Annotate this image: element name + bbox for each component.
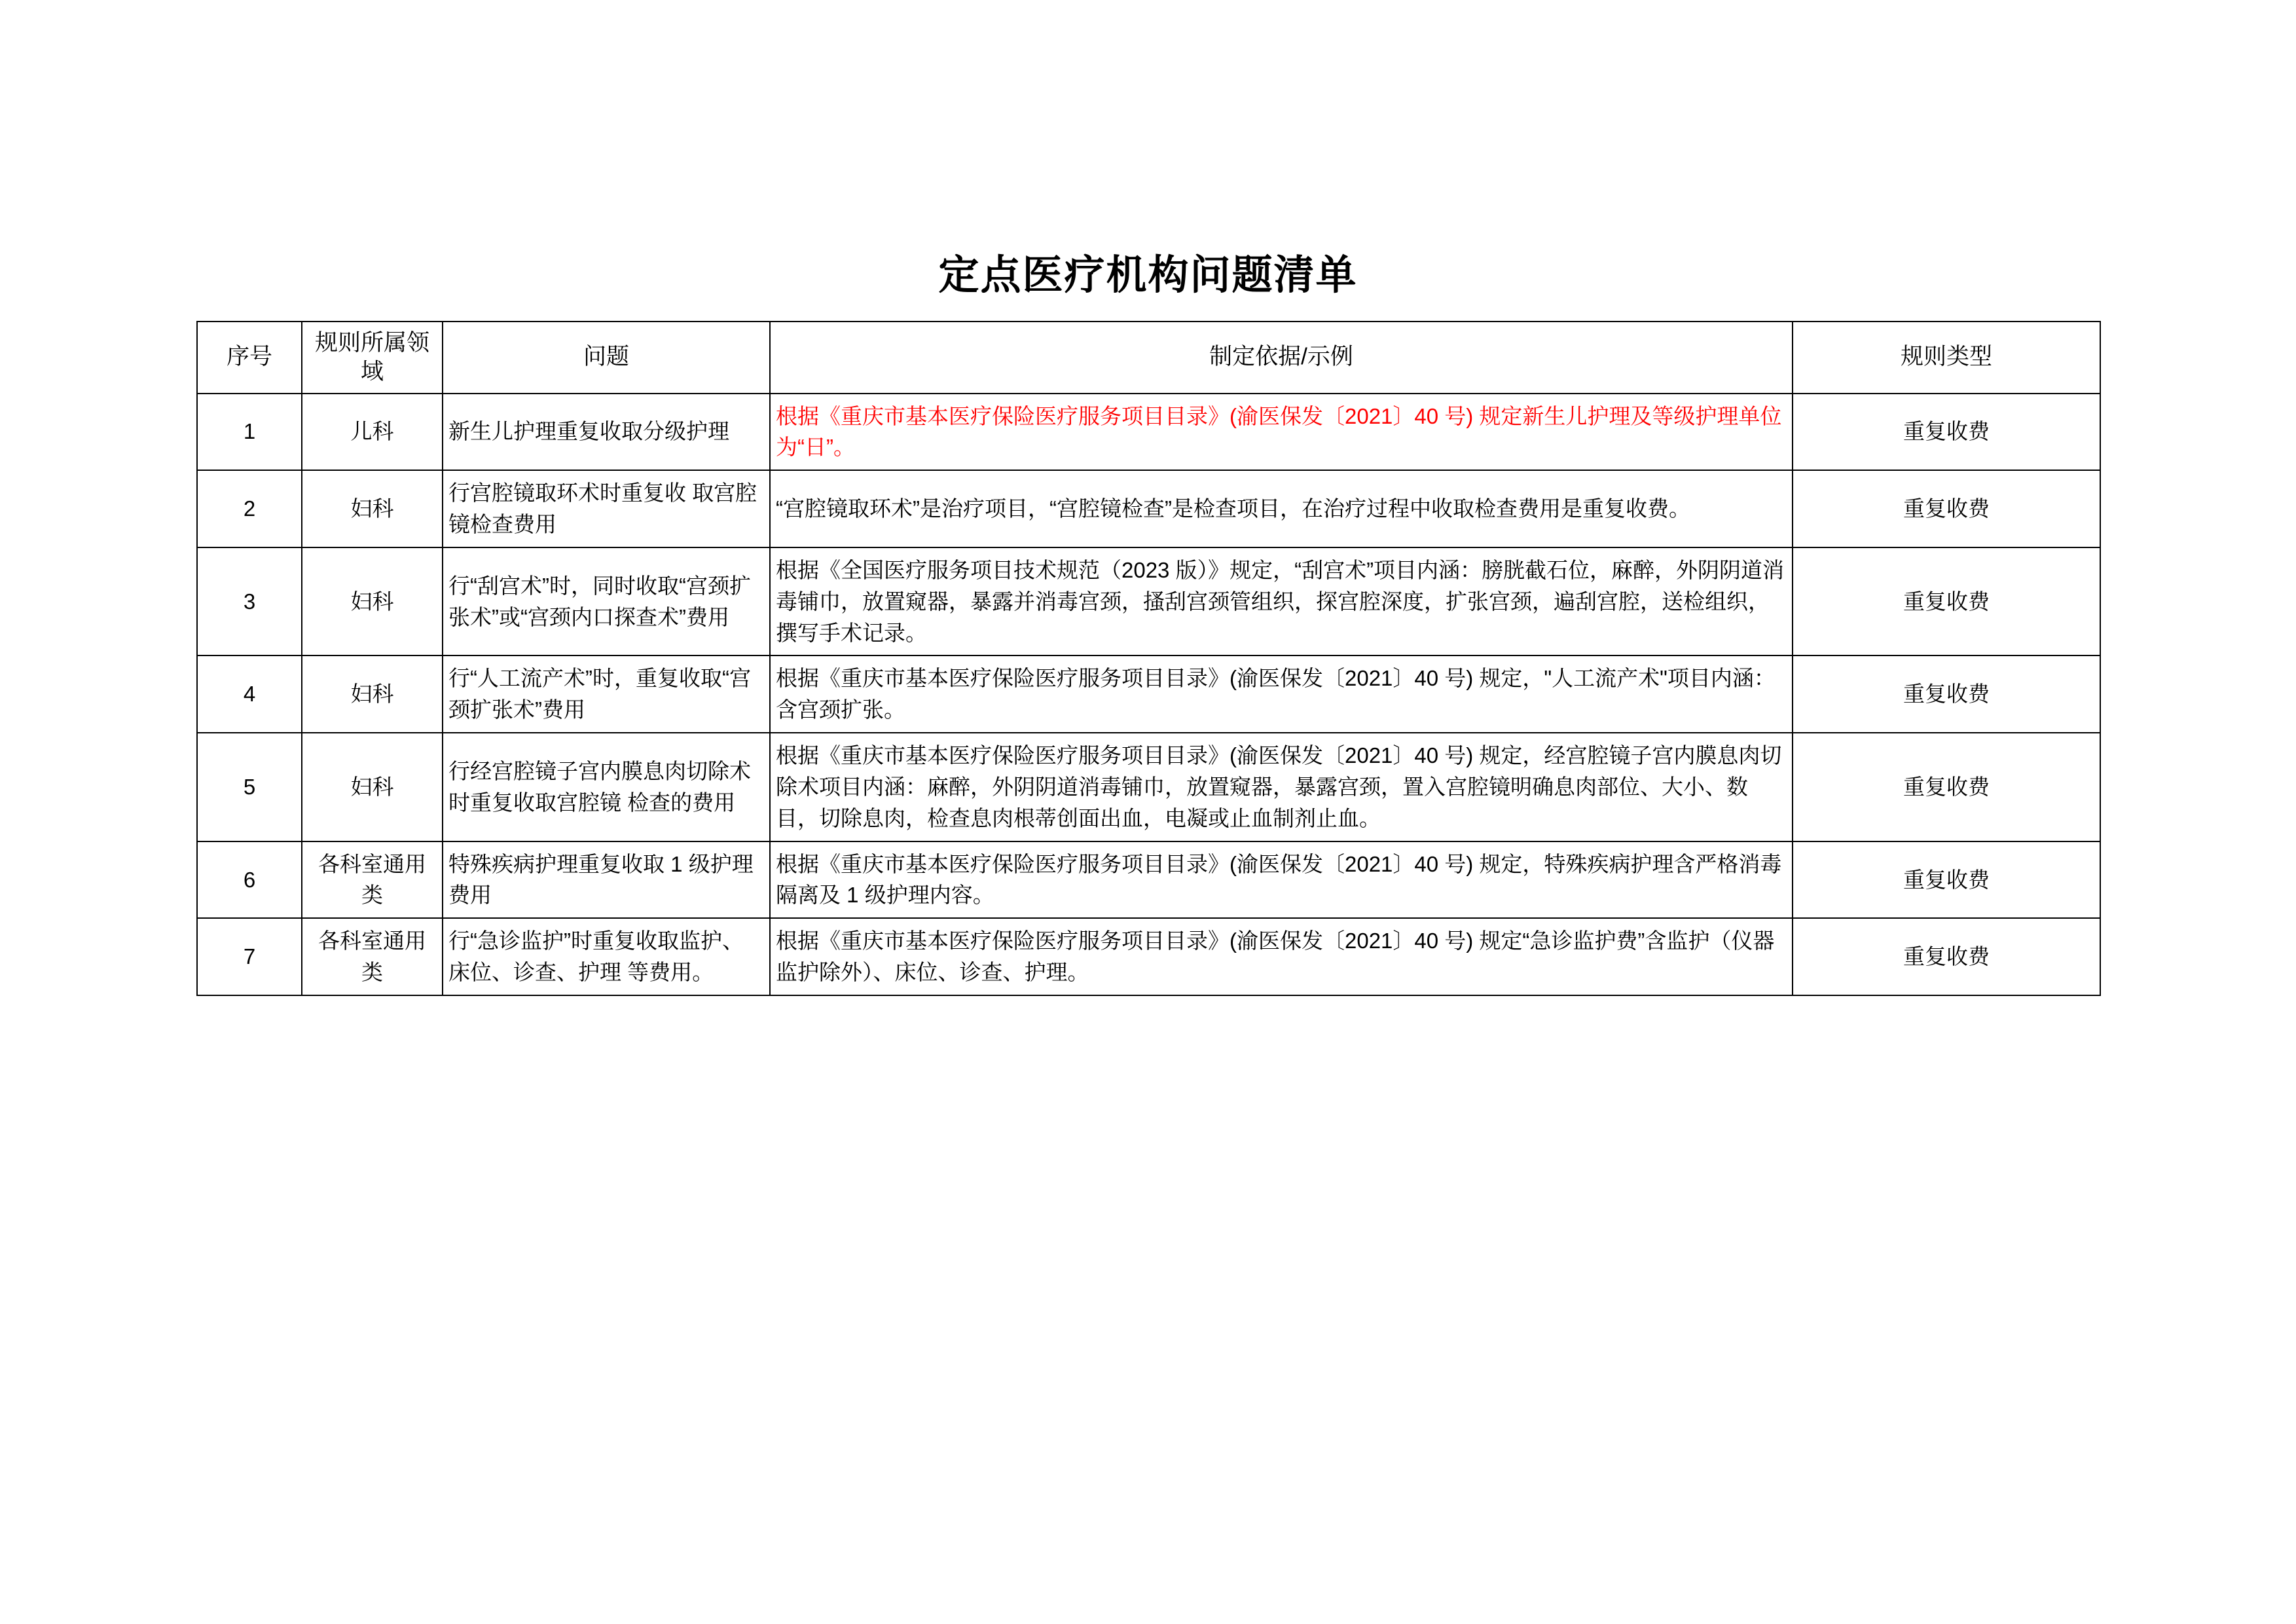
row-basis: “宫腔镜取环术”是治疗项目，“宫腔镜检查”是检查项目，在治疗过程中收取检查费用是重复收费。 [770, 470, 1793, 547]
table-row [197, 547, 2100, 656]
row-no: 5 [197, 733, 302, 841]
row-problem: 新生儿护理重复收取分级护理 [443, 394, 770, 471]
row-problem: 行经宫腔镜子宫内膜息肉切除术时重复收取宫腔镜 检查的费用 [443, 733, 770, 841]
row-domain: 妇科 [302, 547, 443, 656]
problem-list-table-container [196, 321, 2100, 996]
row-basis: 根据《重庆市基本医疗保险医疗服务项目目录》(渝医保发〔2021〕40 号) 规定，特殊疾病护理含严格消毒隔离及 1 级护理内容。 [770, 841, 1793, 919]
row-no: 3 [197, 547, 302, 656]
row-type: 重复收费 [1793, 918, 2100, 995]
column-header-basis: 制定依据/示例 [770, 322, 1793, 394]
row-problem: 行“急诊监护”时重复收取监护、床位、诊查、护理 等费用。 [443, 918, 770, 995]
table-row [197, 394, 2100, 471]
row-basis: 根据《重庆市基本医疗保险医疗服务项目目录》(渝医保发〔2021〕40 号) 规定，"人工流产术"项目内涵：含宫颈扩张。 [770, 655, 1793, 733]
row-domain: 各科室通用类 [302, 841, 443, 919]
table-header-row [197, 322, 2100, 394]
row-basis: 根据《全国医疗服务项目技术规范（2023 版）》规定，“刮宫术”项目内涵：膀胱截石位，麻醉，外阴阴道消毒铺巾，放置窥器，暴露并消毒宫颈，搔刮宫颈管组织，探宫腔深度，扩张宫颈，遍刮宫腔，送检组织，撰写手术记录。 [770, 547, 1793, 656]
row-type: 重复收费 [1793, 841, 2100, 919]
table-row [197, 470, 2100, 547]
table-row [197, 655, 2100, 733]
row-problem: 行“人工流产术”时，重复收取“宫颈扩张术”费用 [443, 655, 770, 733]
row-no: 2 [197, 470, 302, 547]
table-body [197, 394, 2100, 996]
row-basis: 根据《重庆市基本医疗保险医疗服务项目目录》(渝医保发〔2021〕40 号) 规定新生儿护理及等级护理单位为“日”。 [770, 394, 1793, 471]
row-no: 7 [197, 918, 302, 995]
row-no: 4 [197, 655, 302, 733]
row-type: 重复收费 [1793, 470, 2100, 547]
row-problem: 特殊疾病护理重复收取 1 级护理费用 [443, 841, 770, 919]
row-type: 重复收费 [1793, 547, 2100, 656]
problem-list-table [196, 321, 2101, 996]
row-problem: 行“刮宫术”时，同时收取“宫颈扩张术”或“宫颈内口探查术”费用 [443, 547, 770, 656]
row-domain: 妇科 [302, 470, 443, 547]
row-type: 重复收费 [1793, 733, 2100, 841]
row-basis: 根据《重庆市基本医疗保险医疗服务项目目录》(渝医保发〔2021〕40 号) 规定，经宫腔镜子宫内膜息肉切除术项目内涵：麻醉，外阴阴道消毒铺巾，放置窥器，暴露宫颈，置入宫腔镜明确息肉部位、大小、数目，切除息肉，检查息肉根蒂创面出血，电凝或止血制剂止血。 [770, 733, 1793, 841]
column-header-no: 序号 [197, 322, 302, 394]
row-type: 重复收费 [1793, 655, 2100, 733]
table-row [197, 841, 2100, 919]
row-domain: 妇科 [302, 655, 443, 733]
row-no: 6 [197, 841, 302, 919]
row-domain: 儿科 [302, 394, 443, 471]
row-problem: 行宫腔镜取环术时重复收 取宫腔镜检查费用 [443, 470, 770, 547]
column-header-problem: 问题 [443, 322, 770, 394]
page-title: 定点医疗机构问题清单 [938, 253, 1358, 298]
row-basis: 根据《重庆市基本医疗保险医疗服务项目目录》(渝医保发〔2021〕40 号) 规定“急诊监护费”含监护（仪器监护除外）、床位、诊查、护理。 [770, 918, 1793, 995]
row-domain: 妇科 [302, 733, 443, 841]
table-row [197, 733, 2100, 841]
table-header [197, 322, 2100, 394]
column-header-type: 规则类型 [1793, 322, 2100, 394]
table-row [197, 918, 2100, 995]
row-no: 1 [197, 394, 302, 471]
row-domain: 各科室通用类 [302, 918, 443, 995]
row-type: 重复收费 [1793, 394, 2100, 471]
column-header-domain: 规则所属领域 [302, 322, 443, 394]
